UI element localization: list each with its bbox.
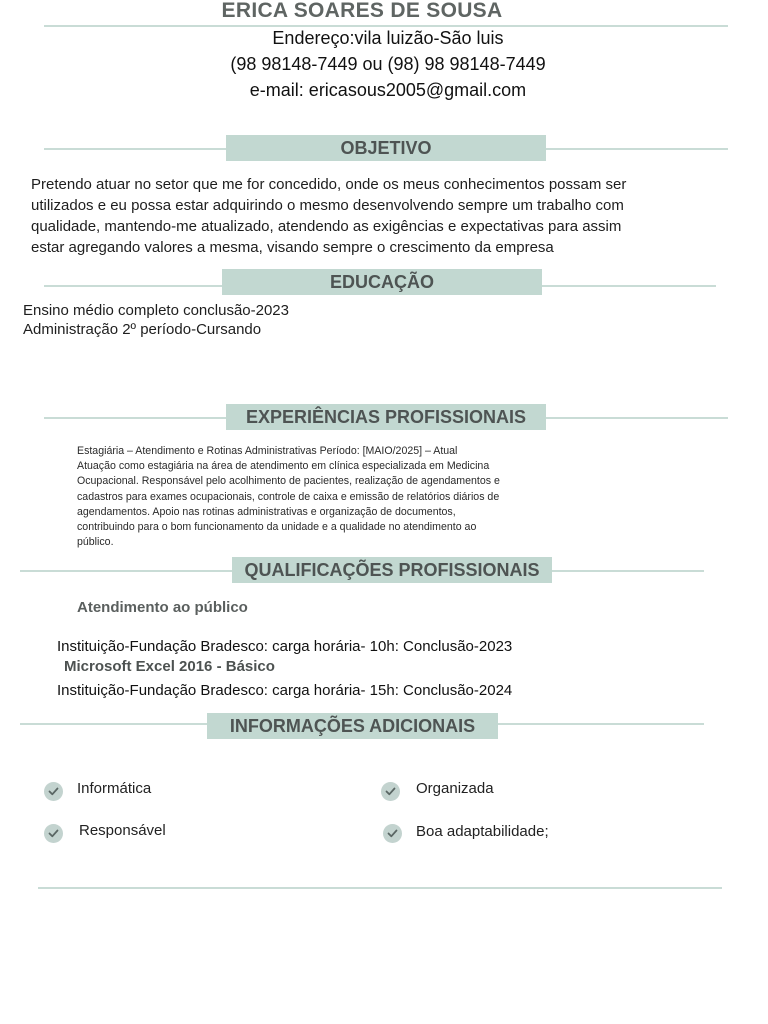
objective-line: estar agregando valores a mesma, visando sempre o crescimento da empresa [31, 239, 554, 256]
experience-line: contribuindo para o bom funcionamento da unidade e a qualidade no atendimento ao [77, 521, 477, 534]
header-top-rule [44, 25, 728, 27]
contact-email: e-mail: ericasous2005@gmail.com [249, 80, 527, 100]
section-title-qualifications: QUALIFICAÇÕES PROFISSIONAIS [232, 557, 552, 583]
experience-line: Ocupacional. Responsável pelo acolhimento de pacientes, realização de agendamentos e [77, 475, 500, 488]
experience-line: agendamentos. Apoio nas rotinas administrativas e organização de documentos, [77, 505, 456, 518]
objective-text [31, 174, 711, 258]
check-circle-icon [383, 824, 402, 843]
experience-line: Atuação como estagiária na área de atendimento em clínica especializada em Medicina [77, 460, 490, 473]
section-title-education: EDUCAÇÃO [222, 269, 542, 295]
education-item: Ensino médio completo conclusão-2023 [23, 302, 289, 319]
experience-line: cadastros para exames ocupacionais, controle de caixa e emissão de relatórios diários de [77, 490, 500, 503]
check-circle-icon [381, 782, 400, 801]
additional-item: Responsável [79, 822, 166, 839]
section-title-additional: INFORMAÇÕES ADICIONAIS [207, 713, 498, 739]
experience-text [77, 444, 555, 550]
objective-line: qualidade, mantendo-me atualizado, atendendo as exigências e expectativas para assim [31, 218, 622, 235]
experience-line: público. [77, 536, 114, 549]
objective-line: utilizados e eu possa estar adquirindo o mesmo desenvolvendo sempre um trabalho com [31, 197, 624, 214]
experience-line: Estagiária – Atendimento e Rotinas Administrativas Período: [MAIO/2025] – Atual [77, 445, 458, 457]
footer-rule [38, 887, 722, 889]
qualification-course-title: Atendimento ao público [77, 599, 248, 616]
contact-address: Endereço:vila luizão-São luis [272, 28, 504, 48]
contact-phones: (98 98148-7449 ou (98) 98 98148-7449 [230, 54, 546, 74]
section-title-objective: OBJETIVO [226, 135, 546, 161]
additional-item: Organizada [416, 780, 494, 797]
qualification-course-title: Microsoft Excel 2016 - Básico [64, 658, 275, 675]
additional-item: Informática [77, 780, 152, 797]
candidate-name: ERICA SOARES DE SOUSA [221, 0, 503, 22]
check-circle-icon [44, 782, 63, 801]
qualification-course-detail: Instituição-Fundação Bradesco: carga horária- 15h: Conclusão-2024 [57, 682, 513, 699]
additional-item: Boa adaptabilidade; [416, 823, 549, 840]
objective-line: Pretendo atuar no setor que me for concedido, onde os meus conhecimentos possam ser [31, 176, 627, 193]
qualification-course-detail: Instituição-Fundação Bradesco: carga horária- 10h: Conclusão-2023 [57, 638, 513, 655]
section-title-experience: EXPERIÊNCIAS PROFISSIONAIS [226, 404, 546, 430]
check-circle-icon [44, 824, 63, 843]
education-item: Administração 2º período-Cursando [23, 321, 262, 338]
